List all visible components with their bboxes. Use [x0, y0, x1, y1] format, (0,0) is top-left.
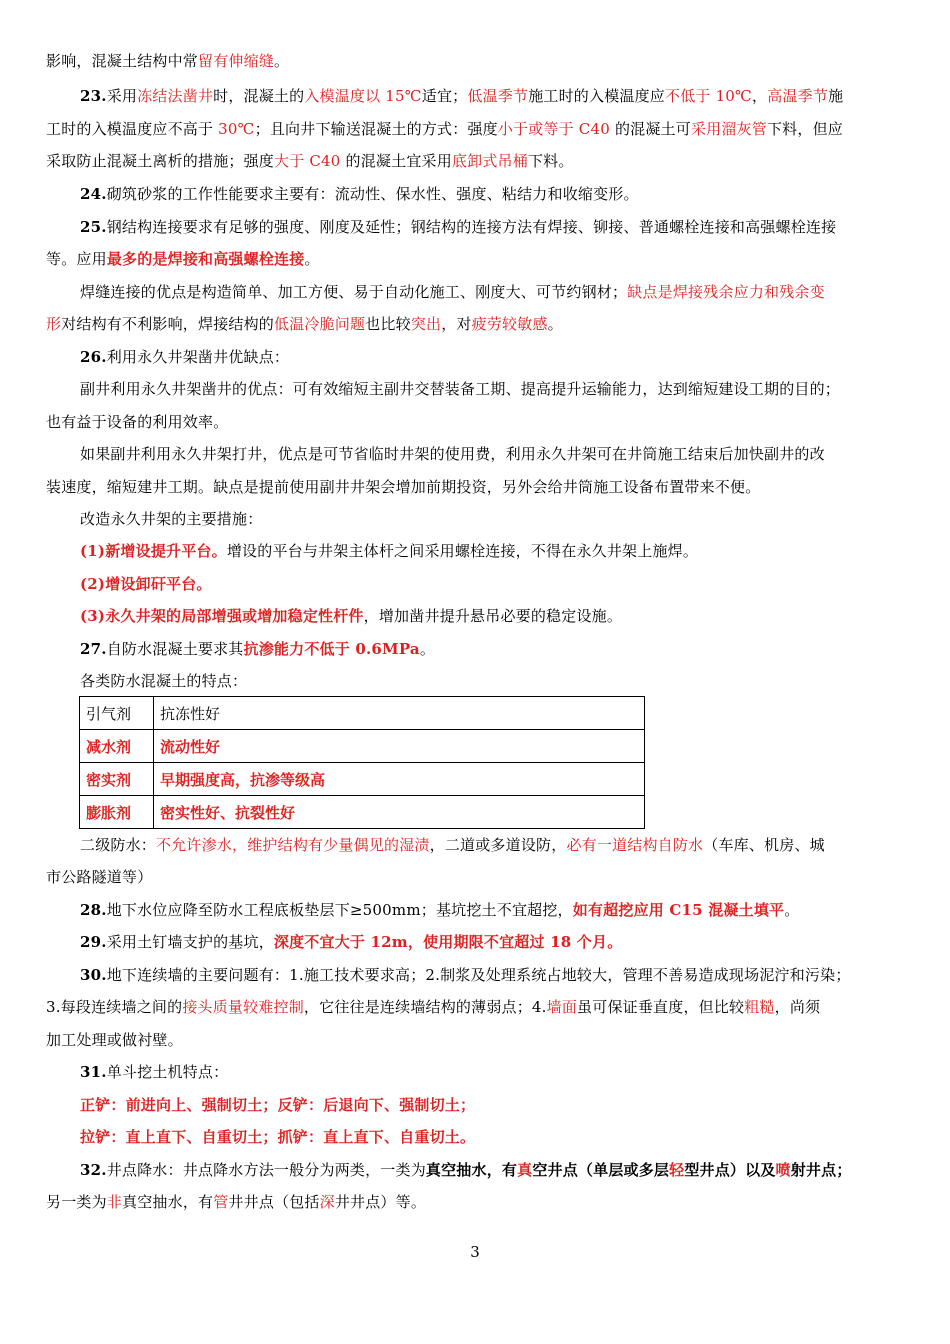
- text-run: ，: [752, 87, 768, 105]
- para-line: [80, 438, 906, 470]
- highlight-text: 粗糙: [744, 998, 775, 1016]
- highlight-text: 不低于 10℃: [665, 87, 753, 105]
- table-cell-feature: 密实性好、抗裂性好: [154, 796, 645, 829]
- item-number: 28.: [80, 901, 107, 919]
- item-26: [80, 341, 906, 373]
- para-line: [46, 145, 906, 177]
- text-run: ，尚须: [774, 998, 821, 1016]
- bold-highlight-text: 深度不宜大于 12m，使用期限不宜超过 18 个月。: [273, 933, 623, 951]
- bold-highlight-text: 轻: [669, 1161, 685, 1179]
- item-number: 24.: [80, 185, 107, 203]
- text-run: 工时的入模温度应不高于: [46, 120, 214, 138]
- text-run: 下料。: [527, 152, 574, 170]
- highlight-text: 30℃: [213, 120, 255, 138]
- text-run: 如果副井利用永久井架打井，优点是可节省临时井架的使用费，利用永久井架可在井筒施工结束后加快副井的改: [80, 445, 825, 463]
- highlight-text: 管: [213, 1193, 229, 1211]
- text-run: 钢结构连接要求有足够的强度、刚度及延性；钢结构的连接方法有焊接、铆接、普通螺栓连接和高强螺栓连接: [106, 218, 837, 236]
- highlight-text: 接头质量较难控制: [182, 998, 304, 1016]
- bold-highlight-text: 喷: [775, 1161, 791, 1179]
- para-line: [80, 829, 906, 861]
- text-run: （车库、机房、城: [703, 836, 825, 854]
- waterproof-concrete-table: [79, 696, 645, 829]
- item-32: [80, 1154, 906, 1186]
- bold-highlight-text: (2)增设卸矸平台。: [80, 575, 212, 593]
- table-row: [80, 697, 645, 730]
- table-cell-agent: 密实剂: [80, 763, 154, 796]
- text-run: 下料，但应: [766, 120, 843, 138]
- text-run: ，增加凿井提升悬吊必要的稳定设施。: [363, 607, 623, 625]
- bold-text: 型井点）以及: [684, 1161, 776, 1179]
- text-run: 改造永久井架的主要措施：: [80, 510, 263, 528]
- highlight-text: 低温冷脆问题: [274, 315, 366, 333]
- highlight-text: 入模温度以 15℃: [304, 87, 422, 105]
- highlight-text: 非: [106, 1193, 123, 1211]
- text-run: 采用土钉墙支护的基坑，: [106, 933, 274, 951]
- text-run: 等。应用: [46, 250, 107, 268]
- excavator-line-1: [80, 1089, 906, 1121]
- text-run: 真空抽水，有: [122, 1193, 214, 1211]
- highlight-text: 突出: [410, 315, 442, 333]
- highlight-text: 留有伸缩缝: [198, 52, 275, 70]
- highlight-text: 缺点是焊接: [627, 283, 704, 301]
- text-run: ，它往往是连续墙结构的薄弱点；4.: [303, 998, 547, 1016]
- bold-highlight-text: (1)新增设提升平台。: [80, 542, 227, 560]
- highlight-text: 形: [46, 315, 62, 333]
- text-run: 。: [784, 901, 800, 919]
- para-line: [46, 243, 906, 275]
- item-23: [80, 80, 906, 112]
- text-run: 装速度，缩短建井工期。缺点是提前使用副井井架会增加前期投资，另外会给井筒施工设备布置带来不便。: [46, 478, 761, 496]
- text-run: 也有益于设备的利用效率。: [46, 413, 229, 431]
- text-run: 采取防止混凝土离析的措施；强度: [46, 152, 275, 170]
- highlight-text: 墙面: [546, 998, 578, 1016]
- table-cell-agent: 减水剂: [80, 730, 154, 763]
- text-run: 市公路隧道等）: [46, 868, 153, 886]
- para-line: [46, 308, 906, 340]
- highlight-text: 疲劳较敏感: [471, 315, 548, 333]
- para-line: [46, 861, 906, 893]
- text-run: 利用永久井架凿井优缺点：: [106, 348, 290, 366]
- bold-text: 空井点（单层或多层: [532, 1161, 670, 1179]
- text-run: 。: [547, 315, 563, 333]
- text-run: 副井利用永久井架凿井的优点：可有效缩短主副井交替装备工期、提高提升运输能力，达到缩短建设工期的目的；: [80, 380, 841, 398]
- text-run: ，对: [441, 315, 472, 333]
- text-run: 。: [274, 52, 290, 70]
- item-number: 25.: [80, 218, 107, 236]
- item-31: [80, 1056, 906, 1088]
- bold-highlight-text: 如有超挖应用 C15 混凝土填平: [572, 901, 785, 919]
- table-cell-feature: 流动性好: [154, 730, 645, 763]
- page-number: 3: [470, 1243, 480, 1261]
- text-run: 。: [304, 250, 320, 268]
- text-run: 各类防水混凝土的特点：: [80, 672, 248, 690]
- text-run: 时，混凝土的: [213, 87, 305, 105]
- item-number: 32.: [80, 1161, 107, 1179]
- highlight-text: 低温季节: [467, 87, 529, 105]
- text-run: 加工处理或做衬壁。: [46, 1031, 183, 1049]
- highlight-text: 深: [319, 1193, 335, 1211]
- table-cell-agent: 引气剂: [80, 697, 154, 730]
- table-cell-feature: 抗冻性好: [154, 697, 645, 730]
- highlight-text: 冻结法凿井: [137, 87, 214, 105]
- text-run: 的混凝土可: [609, 120, 691, 138]
- para-line: [80, 503, 906, 535]
- excavator-line-2: [80, 1121, 906, 1153]
- text-run: 井井点）等。: [334, 1193, 427, 1211]
- highlight-text: 高温季节: [767, 87, 829, 105]
- text-run: 砌筑砂浆的工作性能要求主要有：流动性、保水性、强度、粘结力和收缩变形。: [106, 185, 639, 203]
- text-run: 3.每段连续墙之间的: [46, 998, 183, 1016]
- text-run: ，二道或多道设防，: [429, 836, 567, 854]
- text-run: 焊缝连接的优点是构造简单、加工方便、易于自动化施工、刚度大、可节约钢材；: [80, 283, 628, 301]
- table-cell-agent: 膨胀剂: [80, 796, 154, 829]
- text-run: 二级防水：: [80, 836, 157, 854]
- item-29: [80, 926, 906, 958]
- para-line: [46, 471, 906, 503]
- measure-3: [80, 600, 906, 632]
- bold-highlight-text: 抗渗能力不低于 0.6MPa: [243, 640, 420, 658]
- bold-highlight-text: (3)永久井架的局部增强或增加稳定性杆件: [80, 607, 364, 625]
- table-row: [80, 796, 645, 829]
- para-line: [46, 1024, 906, 1056]
- para-line: [80, 276, 906, 308]
- item-28: [80, 894, 906, 926]
- item-number: 23.: [80, 87, 107, 105]
- text-run: 。: [419, 640, 436, 658]
- highlight-text: 不允许渗水，维护结构有少量偶见的湿渍: [156, 836, 430, 854]
- highlight-text: 必有一道结构自防水: [566, 836, 704, 854]
- para-line: [80, 373, 906, 405]
- highlight-text: 小于或等于 C40: [497, 120, 610, 138]
- text-run: ；且向井下输送混凝土的方式：强度: [254, 120, 498, 138]
- bold-highlight-text: 正铲：前进向上、强制切土；反铲：后退向下、强制切土；: [80, 1096, 476, 1114]
- text-run: 井井点（包括: [228, 1193, 320, 1211]
- text-run: 也比较: [365, 315, 411, 333]
- bold-highlight-text: 最多的是焊接和高强螺栓连接: [106, 250, 305, 268]
- item-number: 31.: [80, 1063, 107, 1081]
- bold-text: 射井点；: [790, 1161, 852, 1179]
- para-line: [46, 406, 906, 438]
- item-number: 29.: [80, 933, 107, 951]
- text-run: 采用: [106, 87, 138, 105]
- text-run: 影响，混凝土结构中常: [46, 52, 199, 70]
- text-run: 对结构有不利影响，焊接结构的: [61, 315, 275, 333]
- bold-text: 真空抽水，有: [425, 1161, 518, 1179]
- highlight-text: 采用溜灰管: [690, 120, 767, 138]
- text-run: 的混凝土宜采用: [340, 152, 452, 170]
- text-run: 增设的平台与井架主体杆之间采用螺栓连接，不得在永久井架上施焊。: [226, 542, 699, 560]
- text-run: 井点降水：井点降水方法一般分为两类，一类为: [106, 1161, 426, 1179]
- text-run: 地下连续墙的主要问题有：1.施工技术要求高；2.制浆及处理系统占地较大，管理不善易造成现场泥泞和污染；: [106, 966, 851, 984]
- para-line: [46, 45, 906, 77]
- table-row: [80, 730, 645, 763]
- item-24: [80, 178, 906, 210]
- item-number: 27.: [80, 640, 107, 658]
- para-line: [46, 113, 906, 145]
- text-run: 施: [828, 87, 844, 105]
- item-25: [80, 211, 906, 243]
- highlight-text: 底卸式吊桶: [451, 152, 528, 170]
- para-line: [80, 665, 906, 697]
- text-run: 自防水混凝土要求其: [106, 640, 244, 658]
- table-cell-feature: 早期强度高，抗渗等级高: [154, 763, 645, 796]
- text-run: 虽可保证垂直度，但比较: [577, 998, 745, 1016]
- text-run: 另一类为: [46, 1193, 107, 1211]
- para-line: [46, 991, 906, 1023]
- bold-highlight-text: 拉铲：直上直下、自重切土；抓铲：直上直下、自重切土。: [80, 1128, 476, 1146]
- para-line: [46, 1186, 906, 1218]
- measure-2: [80, 568, 906, 600]
- measure-1: [80, 535, 906, 567]
- highlight-text: 残余应力和残余变: [703, 283, 825, 301]
- highlight-text: 大于 C40: [274, 152, 341, 170]
- text-run: 单斗挖土机特点：: [106, 1063, 229, 1081]
- table-row: [80, 763, 645, 796]
- item-30: [80, 959, 906, 991]
- text-run: 地下水位应降至防水工程底板垫层下≥500mm；基坑挖土不宜超挖，: [106, 901, 573, 919]
- text-run: 适宜；: [421, 87, 468, 105]
- item-number: 26.: [80, 348, 107, 366]
- text-run: 施工时的入模温度应: [528, 87, 665, 105]
- bold-highlight-text: 真: [517, 1161, 533, 1179]
- item-number: 30.: [80, 966, 107, 984]
- item-27: [80, 633, 906, 665]
